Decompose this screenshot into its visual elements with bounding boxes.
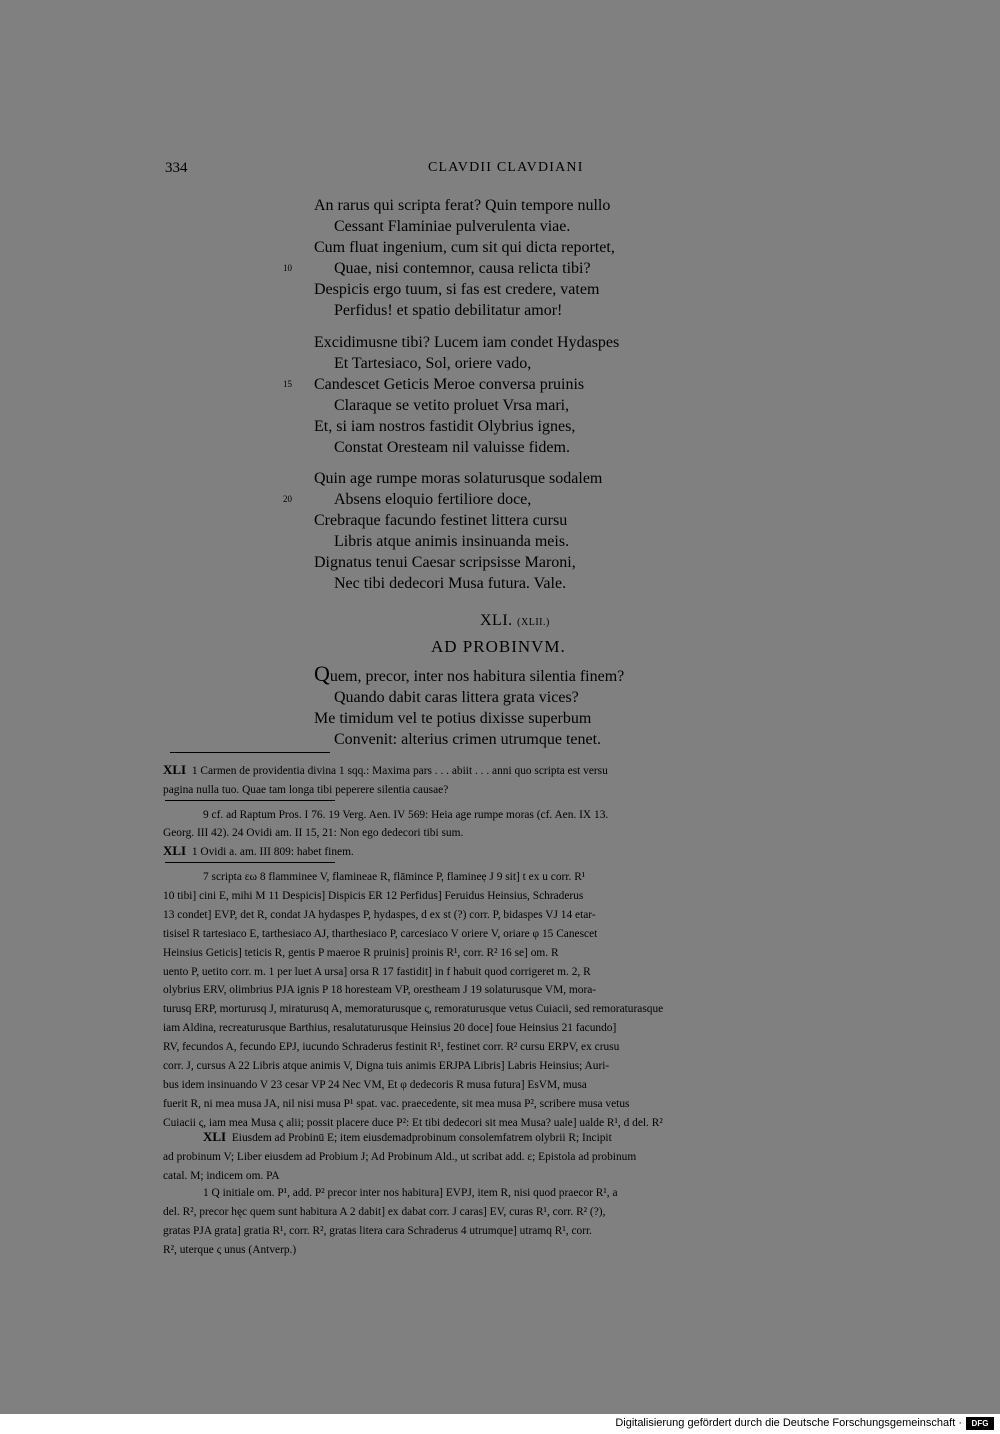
apparatus-line: corr. J, cursus A 22 Libris atque animis V, Digna tuis animis ERJPA Libris] Labris Heinsius; Auri- [163, 1060, 610, 1073]
rule [170, 752, 330, 753]
rule [165, 800, 335, 801]
apparatus-line: uento P, uetito corr. m. 1 per luet A ursa] orsa R 17 fastidit] in f habuit quod corrigeret m. 2, R [163, 965, 591, 978]
verse-line: Cessant Flaminiae pulverulenta viae. [334, 218, 571, 235]
verse-line: Et, si iam nostros fastidit Olybrius ignes, [314, 418, 576, 435]
apparatus-line: bus idem insinuando V 23 cesar VP 24 Nec VM, Et φ dedecoris R musa futura] EsVM, musa [163, 1078, 587, 1091]
apparatus-line [163, 1128, 835, 1148]
verse-line: Cum fluat ingenium, cum sit qui dicta reportet, [314, 239, 615, 256]
note-sources [163, 761, 835, 800]
verse-line: Claraque se vetito proluet Vrsa mari, [334, 397, 570, 414]
apparatus-line: Heinsius Geticis] teticis R, gentis P maeroe R pruinis] proinis R¹, corr. R² 16 se] om. R [163, 946, 559, 959]
line-number: 15 [283, 379, 292, 389]
verse-line: Despicis ergo tuum, si fas est credere, vatem [314, 281, 600, 298]
verse-line: Quin age rumpe moras solaturusque sodalem [314, 470, 603, 487]
verse-line: Convenit: alterius crimen utrumque tenet. [334, 731, 602, 748]
note-text: 9 cf. ad Raptum Pros. I 76. 19 Verg. Aen. IV 569: Heia age rumpe moras (cf. Aen. IX 13. [203, 809, 609, 821]
note-label: XLI [163, 843, 187, 858]
verse-line [314, 661, 625, 687]
apparatus-line: olybrius ERV, olimbrius PJA ignis P 18 horesteam VP, orestheam J 19 solaturusque VM, mora- [163, 984, 597, 997]
poem-title: AD PROBINVM. [431, 637, 566, 656]
apparatus-line: Cuiacii ς, iam mea Musa ς alii; possit placere duce P²: Et tibi dedecori sit mea Musa? uale] ualde R¹, d del. R² [163, 1116, 663, 1129]
line-number: 10 [283, 263, 292, 273]
note-parallels-2 [163, 842, 835, 862]
apparatus-line: catal. M; indicem om. PA [163, 1169, 280, 1182]
verse-line: Libris atque animis insinuanda meis. [334, 533, 570, 550]
verse-line: Nec tibi dedecori Musa futura. Vale. [334, 575, 567, 592]
verse-line: Excidimusne tibi? Lucem iam condet Hydaspes [314, 334, 620, 351]
apparatus-line: tisisel R tartesiaco E, tarthesiaco AJ, tharthesiaco P, carcesiaco V oriere V, oriare φ 15 Canescet [163, 927, 598, 940]
poem-number [480, 612, 550, 630]
drop-initial: Q [314, 661, 330, 686]
note-text: Eiusdem ad Probinū E; item eiusdemadprobinum consolemfatrem olybrii R; Incipit [231, 1132, 612, 1144]
running-title: CLAVDII CLAVDIANI [428, 160, 584, 175]
poem-number-main: XLI. [480, 612, 513, 629]
note-label: XLI [163, 762, 187, 777]
note-label: XLI [203, 1129, 227, 1144]
apparatus-line: RV, fecundos A, fecundo EPJ, iucundo Schraderus festinit R¹, festinet corr. R² cursu ERPV, ex crusu [163, 1041, 620, 1054]
apparatus-line: 10 tibi] cini E, mihi M 11 Despicis] Dispicis ER 12 Perfidus] Feruidus Heinsius, Schraderus [163, 889, 584, 902]
apparatus [163, 868, 835, 1133]
verse-line: Quando dabit caras littera grata vices? [334, 689, 579, 706]
apparatus-line: del. R², precor hęc quem sunt habitura A 2 dabit] ex dabat corr. J caras] EV, curas R¹, corr. R² (?), [163, 1205, 606, 1218]
apparatus-line: 1 Q initiale om. P¹, add. P² precor inter nos habitura] EVPJ, item R, nisi quod praecor R¹, a [203, 1187, 618, 1199]
note-parallels [163, 824, 835, 843]
verse-line: Quae, nisi contemnor, causa relicta tibi? [334, 260, 591, 277]
verse-line: Absens eloquio fertiliore doce, [334, 491, 532, 508]
note-text: 1 Ovidi a. am. III 809: habet finem. [191, 846, 354, 858]
footer-bar [0, 1414, 1000, 1434]
verse-line: An rarus qui scripta ferat? Quin tempore nullo [314, 197, 611, 214]
apparatus-poem [163, 1184, 835, 1260]
apparatus-line: 7 scripta εω 8 flamminee V, flamineae R, flāmince P, flamineẹ J 9 sit] t ex u corr. R¹ [203, 871, 586, 883]
note-parallels [203, 806, 835, 825]
verse-line: Constat Oresteam nil valuisse fidem. [334, 439, 570, 456]
verse-line: Et Tartesiaco, Sol, oriere vado, [334, 355, 532, 372]
apparatus-line: gratas PJA grata] gratia R¹, corr. R², gratas litera cara Schraderus 4 utrumque] utramq R¹, corr. [163, 1224, 593, 1237]
dfg-logo[interactable]: DFG [966, 1417, 994, 1430]
verse-line: Perfidus! et spatio debilitatur amor! [334, 302, 563, 319]
note-text: pagina nulla tuo. Quae tam longa tibi peperere silentia causae? [163, 783, 449, 796]
apparatus-line: turusq ERP, morturusq J, miraturusq A, memoraturusque ς, remoraturusque vetus Cuiacii, sed remoraturasque [163, 1003, 664, 1016]
note-text: Georg. III 42). 24 Ovidi am. II 15, 21: Non ego dedecori tibi sum. [163, 827, 464, 839]
apparatus-line: fuerit R, ni mea musa JA, nil nisi musa P¹ spat. vac. praecedente, sit mea musa P², scribere musa vetus [163, 1097, 630, 1110]
apparatus-line: iam Aldina, recreaturusque Barthius, resalutaturusque Heinsius 20 doce] foue Heinsius 21 facundo] [163, 1022, 617, 1035]
verse-line: Crebraque facundo festinet littera cursu [314, 512, 568, 529]
line-number: 20 [283, 494, 292, 504]
verse-line: Candescet Geticis Meroe conversa pruinis [314, 376, 585, 393]
verse-line: Me timidum vel te potius dixisse superbum [314, 710, 592, 727]
apparatus-line: 13 condet] EVP, det R, condat JA hydaspes P, hydaspes, d ex st (?) corr. P, bidaspes VJ 14 etar- [163, 908, 596, 921]
verse-line: Dignatus tenui Caesar scripsisse Maroni, [314, 554, 576, 571]
note-text: 1 Carmen de providentia divina 1 sqq.: Maxima pars . . . abiit . . . anni quo scripta est versu [191, 765, 608, 777]
rule [165, 862, 335, 863]
apparatus-line: R², uterque ς unus (Antverp.) [163, 1243, 297, 1256]
footer-text[interactable]: Digitalisierung gefördert durch die Deutsche Forschungsgemeinschaft · [615, 1417, 962, 1429]
poem-number-alt: (XLII.) [517, 617, 550, 628]
verse-text: uem, precor, inter nos habitura silentia finem? [329, 668, 625, 685]
apparatus-line: ad probinum V; Liber eiusdem ad Probium J; Ad Probinum Ald., ut scribat add. ε; Epistola ad probinum [163, 1150, 637, 1163]
apparatus-title [163, 1128, 835, 1186]
page-number: 334 [165, 160, 188, 176]
